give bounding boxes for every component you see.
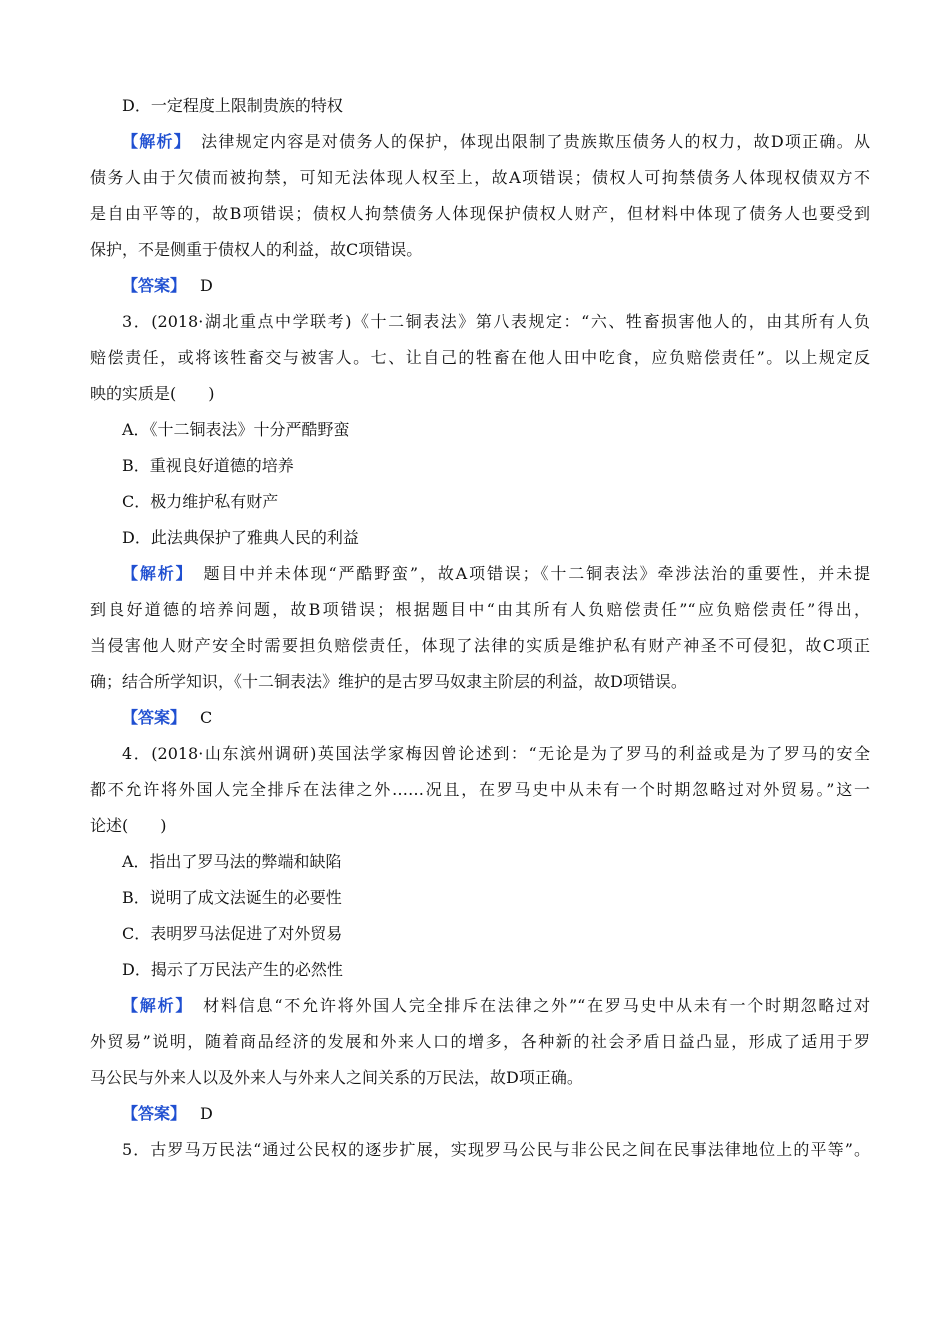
line-text: 债务人由于欠债而被拘禁，可知无法体现人权至上，故A项错误；债权人可拘禁债务人体现权债双方不 bbox=[90, 168, 870, 187]
analysis-line bbox=[90, 556, 870, 592]
text-line bbox=[90, 340, 870, 376]
answer-tag: 【答案】 bbox=[122, 1104, 187, 1123]
text-line bbox=[90, 160, 870, 196]
answer-line bbox=[90, 700, 870, 736]
line-text: 题目中并未体现“严酷野蛮”，故A项错误；《十二铜表法》牵涉法治的重要性，并未提 bbox=[203, 564, 870, 583]
answer-line bbox=[90, 268, 870, 304]
line-text: D．此法典保护了雅典人民的利益 bbox=[122, 528, 359, 547]
line-text: 5．古罗马万民法“通过公民权的逐步扩展，实现罗马公民与非公民之间在民事法律地位上的平等”。 bbox=[122, 1140, 870, 1159]
line-text: 确；结合所学知识，《十二铜表法》维护的是古罗马奴隶主阶层的利益，故D项错误。 bbox=[90, 672, 687, 691]
document-page bbox=[90, 88, 870, 1168]
analysis-tag: 【解析】 bbox=[122, 996, 194, 1015]
text-line bbox=[90, 1060, 870, 1096]
text-line bbox=[90, 592, 870, 628]
line-text: 映的实质是( ) bbox=[90, 384, 215, 403]
answer-tag: 【答案】 bbox=[122, 708, 187, 727]
text-line bbox=[90, 232, 870, 268]
line-text: D bbox=[200, 1104, 213, 1123]
line-text: B．重视良好道德的培养 bbox=[122, 456, 294, 475]
line-text: D．一定程度上限制贵族的特权 bbox=[122, 96, 343, 115]
line-text: 到良好道德的培养问题，故B项错误；根据题目中“由其所有人负赔偿责任”“应负赔偿责任”得出， bbox=[90, 600, 870, 619]
text-line bbox=[90, 376, 870, 412]
line-text: 是自由平等的，故B项错误；债权人拘禁债务人体现保护债权人财产，但材料中体现了债务人也要受到 bbox=[90, 204, 870, 223]
line-text: 当侵害他人财产安全时需要担负赔偿责任，体现了法律的实质是维护私有财产神圣不可侵犯，故C项正 bbox=[90, 636, 870, 655]
answer-option bbox=[90, 448, 870, 484]
analysis-line bbox=[90, 988, 870, 1024]
text-line bbox=[90, 196, 870, 232]
answer-option bbox=[90, 412, 870, 448]
text-line bbox=[90, 664, 870, 700]
answer-line bbox=[90, 1096, 870, 1132]
line-text: C bbox=[200, 708, 213, 727]
analysis-line bbox=[90, 124, 870, 160]
answer-tag: 【答案】 bbox=[122, 276, 187, 295]
answer-option bbox=[90, 952, 870, 988]
line-text: C．极力维护私有财产 bbox=[122, 492, 279, 511]
text-line bbox=[90, 772, 870, 808]
line-text: 保护，不是侧重于债权人的利益，故C项错误。 bbox=[90, 240, 423, 259]
text-line bbox=[90, 808, 870, 844]
question-line bbox=[90, 1132, 870, 1168]
answer-option bbox=[90, 844, 870, 880]
line-text: 4．(2018·山东滨州调研)英国法学家梅因曾论述到：“无论是为了罗马的利益或是为了罗马的安全 bbox=[122, 744, 870, 763]
line-text: A．指出了罗马法的弊端和缺陷 bbox=[122, 852, 342, 871]
line-text: 法律规定内容是对债务人的保护，体现出限制了贵族欺压债务人的权力，故D项正确。从 bbox=[201, 132, 870, 151]
text-line bbox=[90, 628, 870, 664]
line-text: D．揭示了万民法产生的必然性 bbox=[122, 960, 343, 979]
analysis-tag: 【解析】 bbox=[122, 564, 194, 583]
answer-option bbox=[90, 520, 870, 556]
line-text: 赔偿责任，或将该牲畜交与被害人。七、让自己的牲畜在他人田中吃食，应负赔偿责任”。以上规定反 bbox=[90, 348, 870, 367]
answer-option bbox=[90, 88, 870, 124]
line-text: C．表明罗马法促进了对外贸易 bbox=[122, 924, 343, 943]
answer-option bbox=[90, 484, 870, 520]
line-text: 材料信息“不允许将外国人完全排斥在法律之外”“在罗马史中从未有一个时期忽略过对 bbox=[203, 996, 870, 1015]
line-text: 外贸易”说明，随着商品经济的发展和外来人口的增多，各种新的社会矛盾日益凸显，形成了适用于罗 bbox=[90, 1032, 870, 1051]
analysis-tag: 【解析】 bbox=[122, 132, 192, 151]
question-line bbox=[90, 304, 870, 340]
line-text: 都不允许将外国人完全排斥在法律之外……况且，在罗马史中从未有一个时期忽略过对外贸易。”这一 bbox=[90, 780, 870, 799]
question-line bbox=[90, 736, 870, 772]
line-text: 马公民与外来人以及外来人与外来人之间关系的万民法，故D项正确。 bbox=[90, 1068, 583, 1087]
text-line bbox=[90, 1024, 870, 1060]
line-text: D bbox=[200, 276, 213, 295]
line-text: 论述( ) bbox=[90, 816, 167, 835]
answer-option bbox=[90, 880, 870, 916]
line-text: 3．(2018·湖北重点中学联考)《十二铜表法》第八表规定：“六、牲畜损害他人的，由其所有人负 bbox=[122, 312, 870, 331]
line-text: A．《十二铜表法》十分严酷野蛮 bbox=[122, 420, 350, 439]
line-text: B．说明了成文法诞生的必要性 bbox=[122, 888, 342, 907]
answer-option bbox=[90, 916, 870, 952]
